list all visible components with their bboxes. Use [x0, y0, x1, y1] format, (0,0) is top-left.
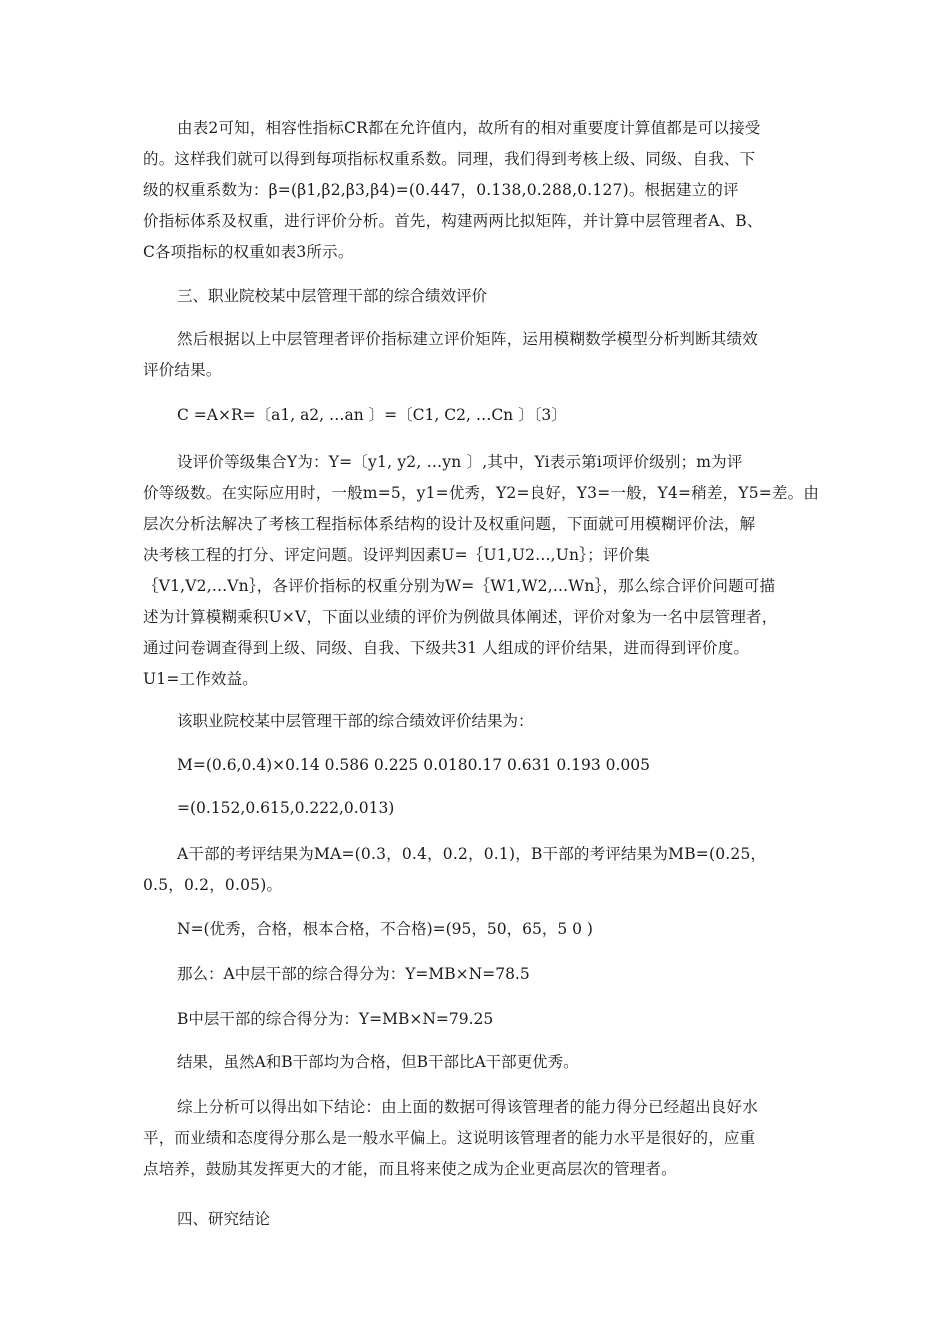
score-a: 那么：A中层干部的综合得分为：Y=MB×N=78.5 [177, 965, 530, 983]
formula-m-result: =(0.152,0.615,0.222,0.013) [177, 799, 395, 817]
formula-3: C =A×R=〔a1, a2, …an 〕=〔C1, C2, …Cn 〕〔3〕 [177, 406, 567, 424]
result-intro: 该职业院校某中层管理干部的综合绩效评价结果为： [177, 712, 534, 730]
text-line: 价指标体系及权重，进行评价分析。首先，构建两两比拟矩阵，并计算中层管理者A、B、 [143, 212, 763, 230]
score-b: B中层干部的综合得分为：Y=MB×N=79.25 [177, 1010, 494, 1028]
paragraph-evaluation-set [143, 447, 820, 695]
text-line: 的。这样我们就可以得到每项指标权重系数。同理，我们得到考核上级、同级、自我、下 [143, 150, 756, 168]
formula-m: M=(0.6,0.4)×0.14 0.586 0.225 0.0180.17 0.631 0.193 0.005 [177, 756, 650, 774]
text-line: C各项指标的权重如表3所示。 [143, 243, 354, 261]
text-line: 层次分析法解决了考核工程指标体系结构的设计及权重问题，下面就可用模糊评价法，解 [143, 515, 756, 533]
text-line: 综上分析可以得出如下结论：由上面的数据可得该管理者的能力得分已经超出良好水 [177, 1098, 758, 1116]
text-line: 平，而业绩和态度得分那么是一般水平偏上。这说明该管理者的能力水平是很好的，应重 [143, 1129, 756, 1147]
result-summary: 结果，虽然A和B干部均为合格，但B干部比A干部更优秀。 [177, 1053, 579, 1071]
text-line: 评价结果。 [143, 361, 222, 379]
text-line: 通过问卷调查得到上级、同级、自我、下级共31 人组成的评价结果，进而得到评价度。 [143, 639, 750, 657]
text-line: U1=工作效益。 [143, 670, 259, 688]
paragraph-weights [143, 113, 813, 268]
text-line: 级的权重系数为：β=(β1,β2,β3,β4)=(0.447，0.138,0.288,0.127)。根据建立的评 [143, 181, 739, 199]
paragraph-conclusion [143, 1092, 813, 1185]
section-heading-4: 四、研究结论 [177, 1210, 271, 1228]
text-line: 然后根据以上中层管理者评价指标建立评价矩阵，运用模糊数学模型分析判断其绩效 [177, 330, 758, 348]
text-line: 述为计算模糊乘积U×V，下面以业绩的评价为例做具体阐述，评价对象为一名中层管理者， [143, 608, 778, 626]
formula-n: N=(优秀，合格，根本合格，不合格)=(95，50，65，5 0 ) [177, 920, 593, 938]
text-line: 决考核工程的打分、评定问题。设评判因素U=｛U1,U2...,Un｝；评价集 [143, 546, 650, 564]
text-line: 0.5，0.2，0.05)。 [143, 876, 283, 894]
paragraph-ab-results [143, 839, 813, 901]
text-line: 设评价等级集合Y为：Y=〔y1, y2, …yn 〕,其中，Yi表示第i项评价级别；m为评 [177, 453, 743, 471]
text-line: 点培养，鼓励其发挥更大的才能，而且将来使之成为企业更高层次的管理者。 [143, 1160, 677, 1178]
text-line: ｛V1,V2,...Vn｝，各评价指标的权重分别为W=｛W1,W2,...Wn｝，那么综合评价问题可描 [143, 577, 776, 595]
paragraph-matrix [143, 324, 813, 386]
text-line: 价等级数。在实际应用时，一般m=5，y1=优秀，Y2=良好，Y3=一般，Y4=稍差，Y5=差。由 [143, 484, 820, 502]
text-line: A干部的考评结果为MA=(0.3，0.4，0.2，0.1)，B干部的考评结果为MB=(0.25， [177, 845, 767, 863]
section-heading-3: 三、职业院校某中层管理干部的综合绩效评价 [177, 287, 488, 305]
text-line: 由表2可知，相容性指标CR都在允许值内，故所有的相对重要度计算值都是可以接受 [177, 119, 761, 137]
